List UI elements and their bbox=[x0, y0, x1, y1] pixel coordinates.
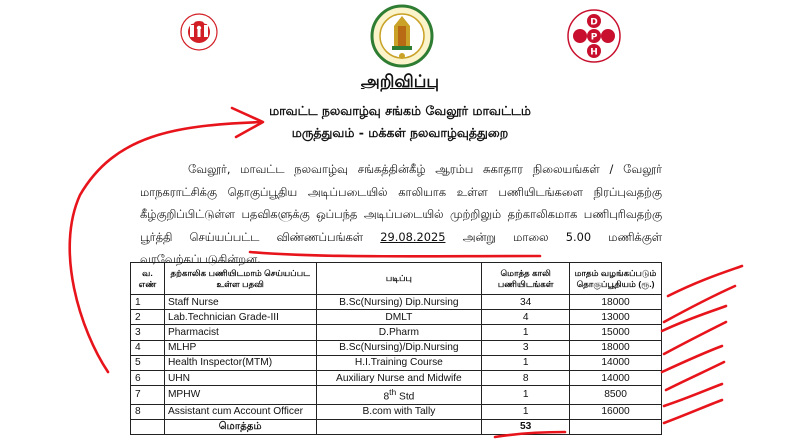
cell-sl: 7 bbox=[131, 386, 165, 404]
qualification-suffix: th bbox=[389, 387, 397, 398]
table-row bbox=[131, 355, 662, 370]
cell-salary: 15000 bbox=[570, 325, 662, 340]
annotation-mark-6 bbox=[666, 362, 724, 390]
table-header-row bbox=[131, 263, 662, 295]
cell-post: Lab.Technician Grade-III bbox=[164, 310, 316, 325]
col-header-salary: மாதம் வழங்கப்படும் தொகுப்பூதியம் (ரூ.) bbox=[570, 263, 662, 295]
cell-qualification bbox=[316, 386, 482, 404]
col-header-qualification: படிப்பு bbox=[316, 263, 482, 295]
cell-sl: 4 bbox=[131, 340, 165, 355]
cell-vacancies: 34 bbox=[482, 295, 570, 310]
annotation-mark-3 bbox=[662, 306, 726, 331]
annotation-mark-7 bbox=[664, 384, 722, 406]
cell-sl: 2 bbox=[131, 310, 165, 325]
cell-empty bbox=[570, 419, 662, 434]
cell-salary: 14000 bbox=[570, 355, 662, 370]
annotation-mark-8 bbox=[664, 400, 722, 423]
cell-qualification: D.Pharm bbox=[316, 325, 482, 340]
cell-salary: 18000 bbox=[570, 340, 662, 355]
cell-post: Staff Nurse bbox=[164, 295, 316, 310]
annotation-mark-1 bbox=[668, 266, 742, 296]
dph-logo bbox=[566, 8, 622, 64]
table-row bbox=[131, 370, 662, 385]
cell-post: MLHP bbox=[164, 340, 316, 355]
cell-vacancies: 3 bbox=[482, 340, 570, 355]
cell-sl: 6 bbox=[131, 370, 165, 385]
organization-line-2: மருத்துவம் - மக்கள் நலவாழ்வுத்துறை bbox=[291, 125, 509, 140]
cell-vacancies: 1 bbox=[482, 325, 570, 340]
qualification-number: 8 bbox=[383, 391, 390, 403]
annotation-mark-4 bbox=[664, 322, 726, 354]
cell-qualification: B.Sc(Nursing)/Dip.Nursing bbox=[316, 340, 482, 355]
col-header-vacancies: மொத்த காலி பணியிடங்கள் bbox=[482, 263, 570, 295]
nhm-logo bbox=[172, 6, 226, 66]
cell-salary: 8500 bbox=[570, 386, 662, 404]
cell-post: Assistant cum Account Officer bbox=[164, 404, 316, 419]
col-header-sl: வ. எண் bbox=[131, 263, 165, 295]
notice-body-deadline: அன்று மாலை 5.00 மணிக்குள் வரவேற்கப்படுகின்றன. bbox=[140, 229, 663, 266]
notice-body bbox=[140, 158, 662, 271]
cell-vacancies: 4 bbox=[482, 310, 570, 325]
annotation-mark-2 bbox=[664, 286, 735, 322]
table-total-row bbox=[131, 419, 662, 434]
qualification-text: Std bbox=[396, 391, 415, 403]
cell-salary: 14000 bbox=[570, 370, 662, 385]
dph-letter: D bbox=[590, 17, 598, 28]
cell-sl: 3 bbox=[131, 325, 165, 340]
dph-letter: H bbox=[590, 47, 598, 58]
cell-post: Pharmacist bbox=[164, 325, 316, 340]
col-header-post: தற்காலிக பணியிடமாம் செய்யப்பட உள்ள பதவி bbox=[164, 263, 316, 295]
last-date: 29.08.2025 bbox=[380, 229, 446, 244]
notice-body-text: வேலூர், மாவட்ட நலவாழ்வு சங்கத்தின்கீழ் ஆரம்ப சுகாதார நிலையங்கள் / வேலூர் மாநகராட்சிக்கு தொகுப்பூதிய அடிப்படையில் காலியாக உள்ள பணியிடங்களை நிரப்புவதற்கு கீழ்குறிப்பிட்டுள்ள பதவிகளுக்கு ஒப்பந்த அடிப்படையில் முற்றிலும் தற்காலிகமாக பணிபுரிவதற்கு பூர்த்தி செய்யப்பட்ட விண்ணப்பங்கள் bbox=[140, 162, 662, 244]
total-vacancies: 53 bbox=[482, 419, 570, 434]
total-label: மொத்தம் bbox=[164, 419, 316, 434]
cell-vacancies: 1 bbox=[482, 355, 570, 370]
cell-qualification: B.Sc(Nursing) Dip.Nursing bbox=[316, 295, 482, 310]
cell-qualification: Auxiliary Nurse and Midwife bbox=[316, 370, 482, 385]
cell-vacancies: 8 bbox=[482, 370, 570, 385]
cell-post: Health Inspector(MTM) bbox=[164, 355, 316, 370]
cell-vacancies: 1 bbox=[482, 404, 570, 419]
cell-post: UHN bbox=[164, 370, 316, 385]
cell-post: MPHW bbox=[164, 386, 316, 404]
cell-empty bbox=[316, 419, 482, 434]
notice-title: அறிவிப்பு bbox=[360, 72, 440, 92]
cell-salary: 18000 bbox=[570, 295, 662, 310]
cell-empty bbox=[131, 419, 165, 434]
table-row bbox=[131, 310, 662, 325]
cell-qualification: B.com with Tally bbox=[316, 404, 482, 419]
vacancy-table bbox=[130, 262, 662, 435]
government-of-tamil-nadu-emblem bbox=[370, 4, 434, 68]
cell-salary: 16000 bbox=[570, 404, 662, 419]
table-row bbox=[131, 340, 662, 355]
cell-vacancies: 1 bbox=[482, 386, 570, 404]
organization-line-1: மாவட்ட நலவாழ்வு சங்கம் வேலூர் மாவட்டம் bbox=[269, 103, 531, 118]
cell-sl: 1 bbox=[131, 295, 165, 310]
table-row bbox=[131, 325, 662, 340]
dph-letter: P bbox=[590, 32, 598, 43]
table-row bbox=[131, 386, 662, 404]
cell-qualification: H.I.Training Course bbox=[316, 355, 482, 370]
cell-qualification: DMLT bbox=[316, 310, 482, 325]
cell-sl: 8 bbox=[131, 404, 165, 419]
cell-sl: 5 bbox=[131, 355, 165, 370]
table-row bbox=[131, 295, 662, 310]
annotation-mark-5 bbox=[662, 346, 722, 372]
cell-salary: 13000 bbox=[570, 310, 662, 325]
table-row bbox=[131, 404, 662, 419]
